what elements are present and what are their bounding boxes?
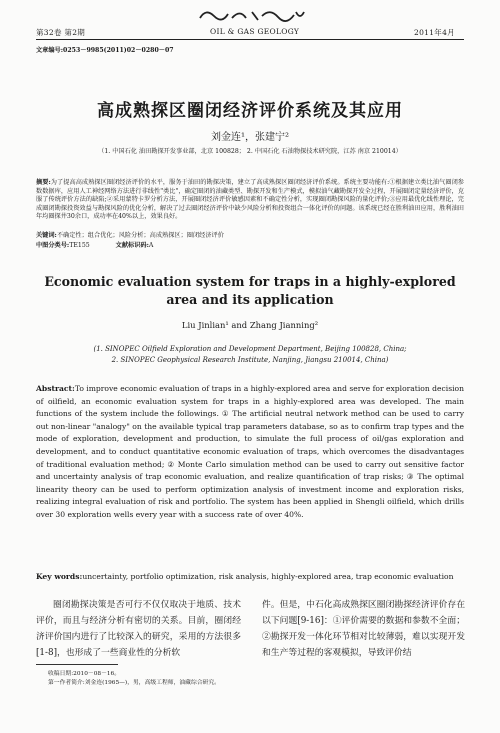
abstract-en-text: To improve economic evaluation of traps in a highly-explored area and serve for exploration decision of oilfield, an economic evaluation system for traps in a highly-explored area was developed. The main functions of the system include the followings. ① The artificial neutral network method can be used to carry out non-linear "analogy" on the available typical trap parameters database, so as to confirm trap types and the mode of exploration, development and production, to simulate the full process of oil/gas exploration and development, and to conduct quantitative economic evaluation of traps, which overcomes the disadvantages of traditional evaluation method; ② Monte Carlo simulation method can be used to carry out sensitive factor and uncertainty analysis of trap economic evaluation, and realize quantification of trap risks; ③ The optimal linearity theory can be used to perform optimization analysis of investment income and exploration risks, realizing integral evaluation of risk and portfolio. The system has been applied in Shengli oilfield, which drills over 30 exploration wells every year with a success rate of over 40%. bbox=[36, 384, 464, 519]
abstract-cn bbox=[36, 179, 464, 222]
article-number: 文章编号:0253－9985(2011)02－0280－07 bbox=[36, 47, 174, 54]
body-column-left: 圈闭勘探决策是否可行不仅仅取决于地质、技术评价，而且与经济分析有密切的关系。目前，圈闭经济评价国内进行了比较深入的研究，采用的方法很多[1-8]，也形成了一些商业性的分析软 bbox=[36, 600, 241, 658]
journal-logo bbox=[196, 6, 308, 24]
footnote-received: 收稿日期:2010－08－16。 bbox=[48, 671, 121, 677]
title-en-line-1: Economic evaluation system for traps in a highly-explored bbox=[44, 274, 456, 289]
keywords-en bbox=[36, 571, 464, 584]
affiliation-en-line-1: (1. SINOPEC Oilfield Exploration and Development Department, Beijing 100828, China; bbox=[93, 345, 407, 353]
journal-name-en: OIL & GAS GEOLOGY bbox=[210, 27, 300, 36]
keywords-cn bbox=[36, 232, 464, 241]
doc-code-label: 文献标识码: bbox=[115, 242, 149, 249]
doc-code-value: A bbox=[148, 242, 154, 249]
affiliation-cn: （1. 中国石化 油田勘探开发事业部，北京 100828； 2. 中国石化 石油物探技术研究院，江苏 南京 210014） bbox=[98, 148, 402, 155]
volume-issue: 第32卷 第2期 bbox=[36, 28, 86, 37]
affiliation-en-line-2: 2. SINOPEC Geophysical Research Institute, Nanjing, Jiangsu 210014, China) bbox=[111, 356, 389, 364]
class-value: TE155 bbox=[69, 242, 90, 249]
classification-line bbox=[36, 242, 464, 251]
authors-en: Liu Jinlian¹ and Zhang Jianning² bbox=[181, 320, 319, 330]
footnote-author: 第一作者简介:刘金连(1965—)，男，高级工程师，油藏综合研究。 bbox=[48, 680, 220, 686]
class-label: 中图分类号: bbox=[36, 242, 70, 249]
authors-cn: 刘金连¹，张建宁² bbox=[210, 132, 290, 143]
keywords-cn-label: 关键词: bbox=[36, 232, 57, 239]
abstract-cn-text: 为了提高高成熟探区圈闭经济评价的水平，服务于油田的勘探决策，建立了高成熟探区圈闭经济评价系统。系统主要功能有:①根据建立类比油气圈闭参数数据库，应用人工神经网络方法进行非线性"类比"，确定圈闭的油藏类型、勘探开发和生产模式，模拟油气藏勘探开发全过程，开展圈闭定量经济评价，克服了传统评价方法的缺陷;②采用蒙特卡罗分析方法，开展圈闭经济评价敏感因素和不确定性分析，实现圈闭勘探风险的量化评价;③应用最优化线性理论，完成圈闭勘探投资效益与勘探风险的优化分析，解决了过去圈闭经济评价中缺少风险分析和投资组合一体化评价的问题。该系统已经在胜利油田应用，胜利油田年均圈探井30余口，成功率在40%以上，效果良好。 bbox=[36, 179, 464, 221]
keywords-en-text: uncertainty, portfolio optimization, risk analysis, highly-explored area, trap economic evaluation bbox=[82, 572, 454, 581]
title-cn: 高成熟探区圈闭经济评价系统及其应用 bbox=[97, 101, 403, 121]
keywords-en-label: Key words: bbox=[36, 572, 83, 581]
abstract-en-label: Abstract: bbox=[36, 384, 75, 393]
issue-date: 2011年4月 bbox=[414, 28, 455, 37]
keywords-cn-text: 不确定性；组合优化；风险分析；高成熟探区；圈闭经济评价 bbox=[56, 232, 224, 239]
body-column-right: 件。但是，中石化高成熟探区圈闭勘探经济评价存在以下问题[9-16]：①评价需要的数据和参数不全面；②勘探开发一体化环节相对比较薄弱，难以实现开发和生产等过程的客观模拟，导致评价结 bbox=[262, 600, 465, 658]
title-en-line-2: area and its application bbox=[166, 292, 334, 307]
header-rule bbox=[36, 39, 464, 40]
abstract-en bbox=[36, 383, 464, 522]
abstract-cn-label: 摘要: bbox=[36, 179, 51, 186]
footnote-rule bbox=[36, 664, 118, 665]
